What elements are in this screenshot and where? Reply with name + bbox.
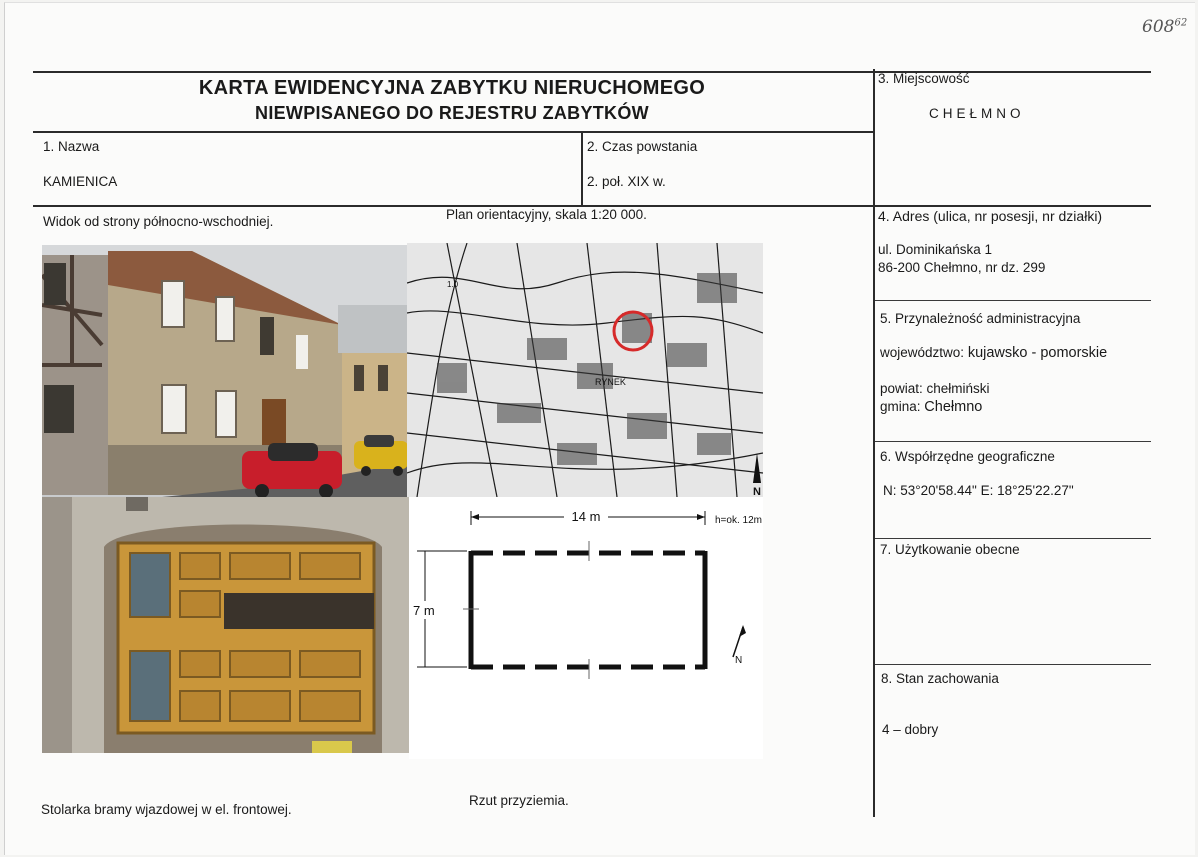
right-column-rule	[873, 69, 875, 817]
field-name-label: 1. Nazwa	[43, 139, 100, 154]
field-divider-rule	[581, 131, 583, 207]
floor-plan-drawing	[409, 497, 763, 759]
field-locality-value: CHEŁMNO	[929, 106, 1025, 121]
floor-plan-height-label: h=ok. 12m	[715, 515, 762, 526]
card-title: KARTA EWIDENCYJNA ZABYTKU NIERUCHOMEGO	[198, 77, 706, 99]
svg-text:N: N	[735, 655, 743, 666]
map-north-label: N	[753, 486, 761, 497]
caption-ground-floor-plan: Rzut przyziemia.	[469, 793, 569, 808]
rule-after-4	[875, 300, 1151, 301]
field-admin-county: powiat: chełmiński	[880, 381, 990, 396]
commune-label: gmina:	[880, 399, 921, 414]
caption-street-view: Widok od strony północno-wschodniej.	[43, 214, 274, 229]
corner-handwritten-number: $608^{62}$	[1142, 17, 1188, 37]
field-address-line1: ul. Dominikańska 1	[878, 242, 993, 257]
ground-floor-plan	[409, 497, 763, 759]
floor-plan-depth-label: 7 m	[413, 603, 435, 618]
field-admin-voivodeship	[880, 345, 1107, 361]
street-view-photo	[42, 245, 408, 497]
commune-value: Chełmno	[924, 399, 983, 415]
header-bottom-rule	[33, 131, 875, 133]
gate-illustration	[42, 497, 424, 753]
field-address-label: 4. Adres (ulica, nr posesji, nr działki)	[878, 208, 1103, 224]
field-name-value: KAMIENICA	[43, 174, 118, 189]
voivodeship-label: województwo:	[880, 345, 965, 360]
gate-joinery-photo	[42, 497, 424, 753]
caption-gate-joinery: Stolarka bramy wjazdowej w el. frontowej.	[41, 802, 292, 817]
field-admin-commune	[880, 399, 982, 415]
floor-plan-width-label: 14 m	[571, 509, 601, 524]
field-coordinates-value: N: 53°20'58.44" E: 18°25'22.27"	[883, 483, 1074, 498]
card-subtitle: NIEWPISANEGO DO REJESTRU ZABYTKÓW	[255, 103, 649, 123]
field-locality-label: 3. Miejscowość	[878, 71, 970, 86]
map-illustration	[407, 243, 763, 497]
location-plan-map	[407, 243, 763, 497]
caption-location-plan: Plan orientacyjny, skala 1:20 000.	[446, 207, 647, 222]
field-date-label: 2. Czas powstania	[587, 139, 698, 154]
record-card	[4, 2, 1195, 855]
rule-after-7	[875, 664, 1151, 665]
street-view-illustration	[42, 245, 408, 497]
map-contour-label: 1.0	[447, 280, 459, 289]
field-condition-label: 8. Stan zachowania	[881, 671, 999, 686]
field-coordinates-label: 6. Współrzędne geograficzne	[880, 449, 1055, 464]
field-condition-value: 4 – dobry	[882, 722, 939, 737]
field-usage-label: 7. Użytkowanie obecne	[880, 542, 1020, 557]
map-square-label: RYNEK	[595, 377, 626, 387]
rule-after-5	[875, 441, 1151, 442]
field-address-line2: 86-200 Chełmno, nr dz. 299	[878, 260, 1046, 275]
rule-after-6	[875, 538, 1151, 539]
field-date-value: 2. poł. XIX w.	[587, 174, 666, 189]
field-admin-label: 5. Przynależność administracyjna	[880, 311, 1081, 326]
voivodeship-value: kujawsko - pomorskie	[967, 345, 1108, 361]
top-rule	[33, 71, 1151, 73]
